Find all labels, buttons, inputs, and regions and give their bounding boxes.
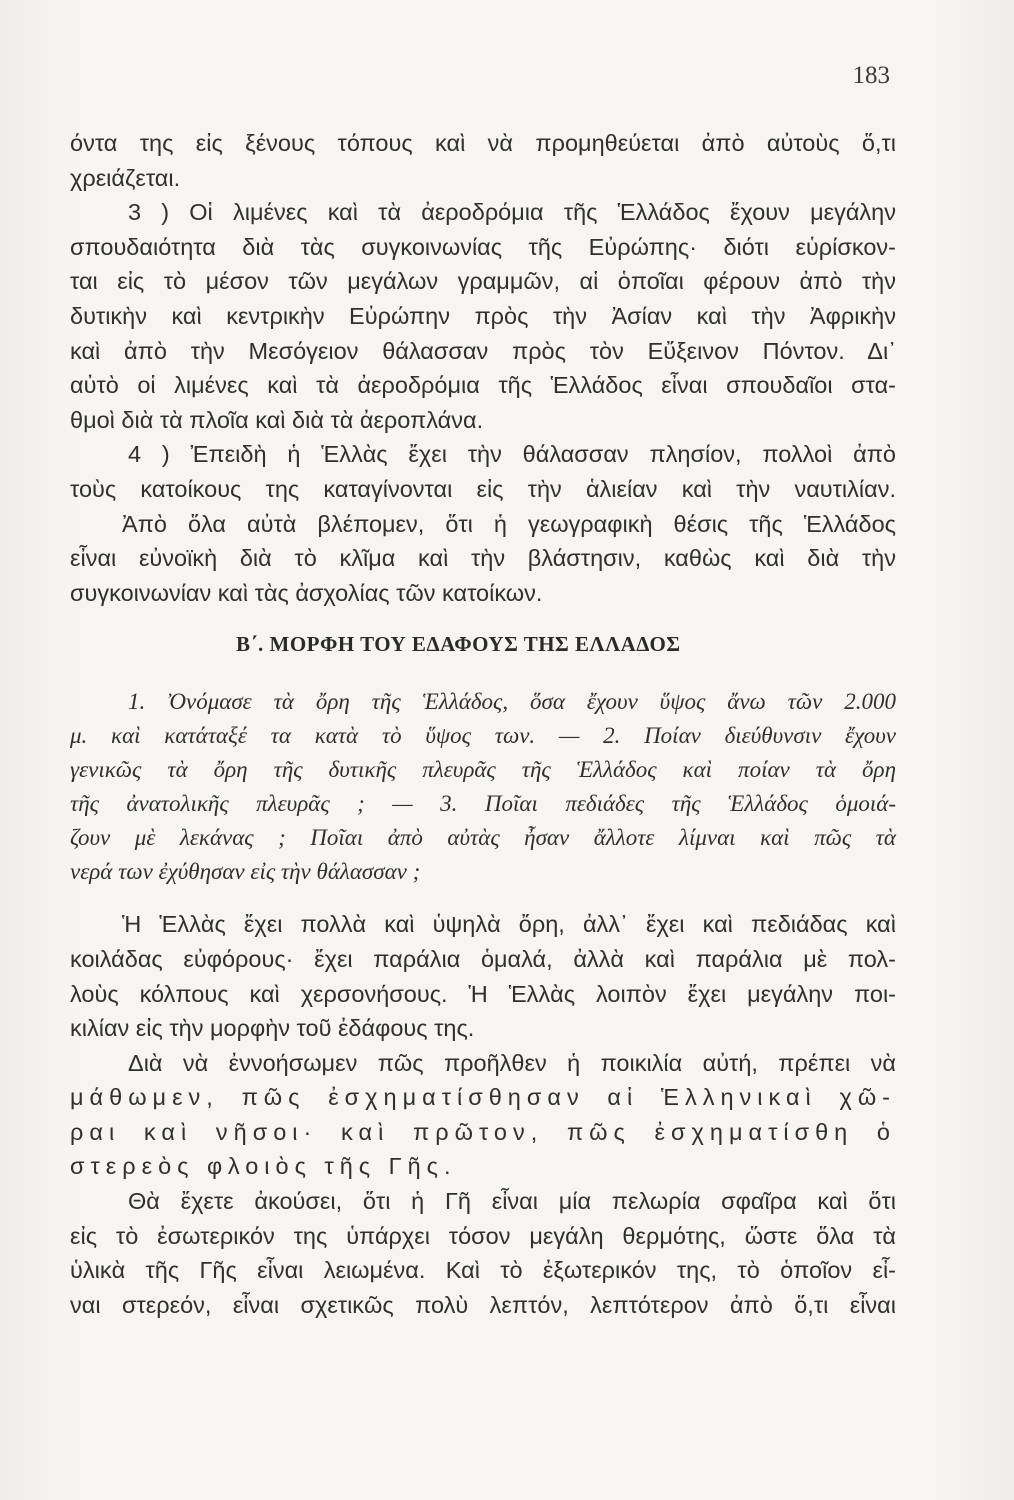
text-line: χρειάζεται. <box>70 164 181 191</box>
question-line: ζουν μὲ λεκάνας ; Ποῖαι ἀπὸ αὐτὰς ἦσαν ἄλλοτε λίμναι καὶ πῶς τὰ <box>70 825 896 851</box>
question-line: μ. καὶ κατάταξέ τα κατὰ τὸ ὕψος των. — 2. Ποίαν διεύθυνσιν ἔχουν <box>70 723 896 749</box>
question-line: γενικῶς τὰ ὄρη τῆς δυτικῆς πλευρᾶς τῆς Ἑλλάδος καὶ ποίαν τὰ ὄρη <box>70 757 896 783</box>
text-line: Θὰ ἔχετε ἀκούσει, ὅτι ἡ Γῆ εἶναι μία πελωρία σφαῖρα καὶ ὅτι <box>128 1188 896 1215</box>
text-line: στερεὸς φλοιὸς τῆς Γῆς. <box>70 1153 457 1180</box>
text-line: μάθωμεν, πῶς ἐσχηματίσθησαν αἱ Ἑλληνικαὶ χῶ- <box>70 1084 896 1111</box>
question-line: τῆς ἀνατολικῆς πλευρᾶς ; — 3. Ποῖαι πεδιάδες τῆς Ἑλλάδος ὁμοιά- <box>70 791 896 817</box>
question-line: νερά των ἐχύθησαν εἰς τὴν θάλασσαν ; <box>70 859 421 885</box>
text-line: εἰς τὸ ἐσωτερικόν της ὑπάρχει τόσον μεγάλη θερμότης, ὥστε ὅλα τὰ <box>70 1222 896 1249</box>
text-line: Ἡ Ἑλλὰς ἔχει πολλὰ καὶ ὑψηλὰ ὄρη, ἀλλ᾽ ἔχει καὶ πεδιάδας καὶ <box>122 911 896 938</box>
text-line: Ἀπὸ ὅλα αὐτὰ βλέπομεν, ὅτι ἡ γεωγραφικὴ θέσις τῆς Ἑλλάδος <box>122 510 896 537</box>
text-line: καὶ ἀπὸ τὴν Μεσόγειον θάλασσαν πρὸς τὸν Εὔξεινον Πόντον. Δι᾽ <box>70 337 896 364</box>
page-number: 183 <box>852 62 890 89</box>
text-line: ραι καὶ νῆσοι· καὶ πρῶτον, πῶς ἐσχηματίσθη ὁ <box>70 1118 896 1145</box>
text-line: 4 ) Ἐπειδὴ ἡ Ἑλλὰς ἔχει τὴν θάλασσαν πλησίον, πολλοὶ ἀπὸ <box>128 441 896 468</box>
text-line: σπουδαιότητα διὰ τὰς συγκοινωνίας τῆς Εὐρώπης· διότι εὑρίσκον- <box>70 233 896 260</box>
section-heading: Β΄. ΜΟΡΦΗ ΤΟΥ ΕΔΑΦΟΥΣ ΤΗΣ ΕΛΛΑΔΟΣ <box>236 632 681 657</box>
text-line: κιλίαν εἰς τὴν μορφὴν τοῦ ἐδάφους της. <box>70 1015 475 1042</box>
text-line: δυτικὴν καὶ κεντρικὴν Εὐρώπην πρὸς τὴν Ἀσίαν καὶ τὴν Ἀφρικὴν <box>70 302 896 329</box>
text-line: Διὰ νὰ ἐννοήσωμεν πῶς προῆλθεν ἡ ποικιλία αὐτή, πρέπει νὰ <box>128 1049 896 1076</box>
page-text <box>70 126 896 1322</box>
text-line: αὐτὸ οἱ λιμένες καὶ τὰ ἀεροδρόμια τῆς Ἑλλάδος εἶναι σπουδαῖοι στα- <box>70 372 896 399</box>
question-line: 1. Ὀνόμασε τὰ ὄρη τῆς Ἑλλάδος, ὅσα ἔχουν ὕψος ἄνω τῶν 2.000 <box>128 689 896 715</box>
text-line: 3 ) Οἱ λιμένες καὶ τὰ ἀεροδρόμια τῆς Ἑλλάδος ἔχουν μεγάλην <box>128 199 896 226</box>
paragraph-gap <box>70 889 896 907</box>
text-line: συγκοινωνίαν καὶ τὰς ἀσχολίας τῶν κατοίκων. <box>70 579 543 606</box>
text-line: κοιλάδας εὐφόρους· ἔχει παράλια ὁμαλά, ἀλλὰ καὶ παράλια μὲ πολ- <box>70 945 896 972</box>
text-line: λοὺς κόλπους καὶ χερσονήσους. Ἡ Ἑλλὰς λοιπὸν ἔχει μεγάλην ποι- <box>70 980 896 1007</box>
text-line: ναι στερεόν, εἶναι σχετικῶς πολὺ λεπτόν, λεπτότερον ἀπὸ ὅ,τι εἶναι <box>70 1291 896 1318</box>
text-line: εἶναι εὐνοϊκὴ διὰ τὸ κλῖμα καὶ τὴν βλάστησιν, καθὼς καὶ διὰ τὴν <box>70 545 896 572</box>
text-line: ὑλικὰ τῆς Γῆς εἶναι λειωμένα. Καὶ τὸ ἐξωτερικόν της, τὸ ὁποῖον εἶ- <box>70 1257 896 1284</box>
text-line: θμοὶ διὰ τὰ πλοῖα καὶ διὰ τὰ ἀεροπλάνα. <box>70 406 484 433</box>
text-line: τοὺς κατοίκους της καταγίνονται εἰς τὴν ἁλιείαν καὶ τὴν ναυτιλίαν. <box>70 475 896 502</box>
text-line: όντα της εἰς ξένους τόπους καὶ νὰ προμηθεύεται ἀπὸ αὐτοὺς ὅ,τι <box>70 130 896 156</box>
text-line: ται εἰς τὸ μέσον τῶν μεγάλων γραμμῶν, αἱ ὁποῖαι φέρουν ἀπὸ τὴν <box>70 268 896 295</box>
